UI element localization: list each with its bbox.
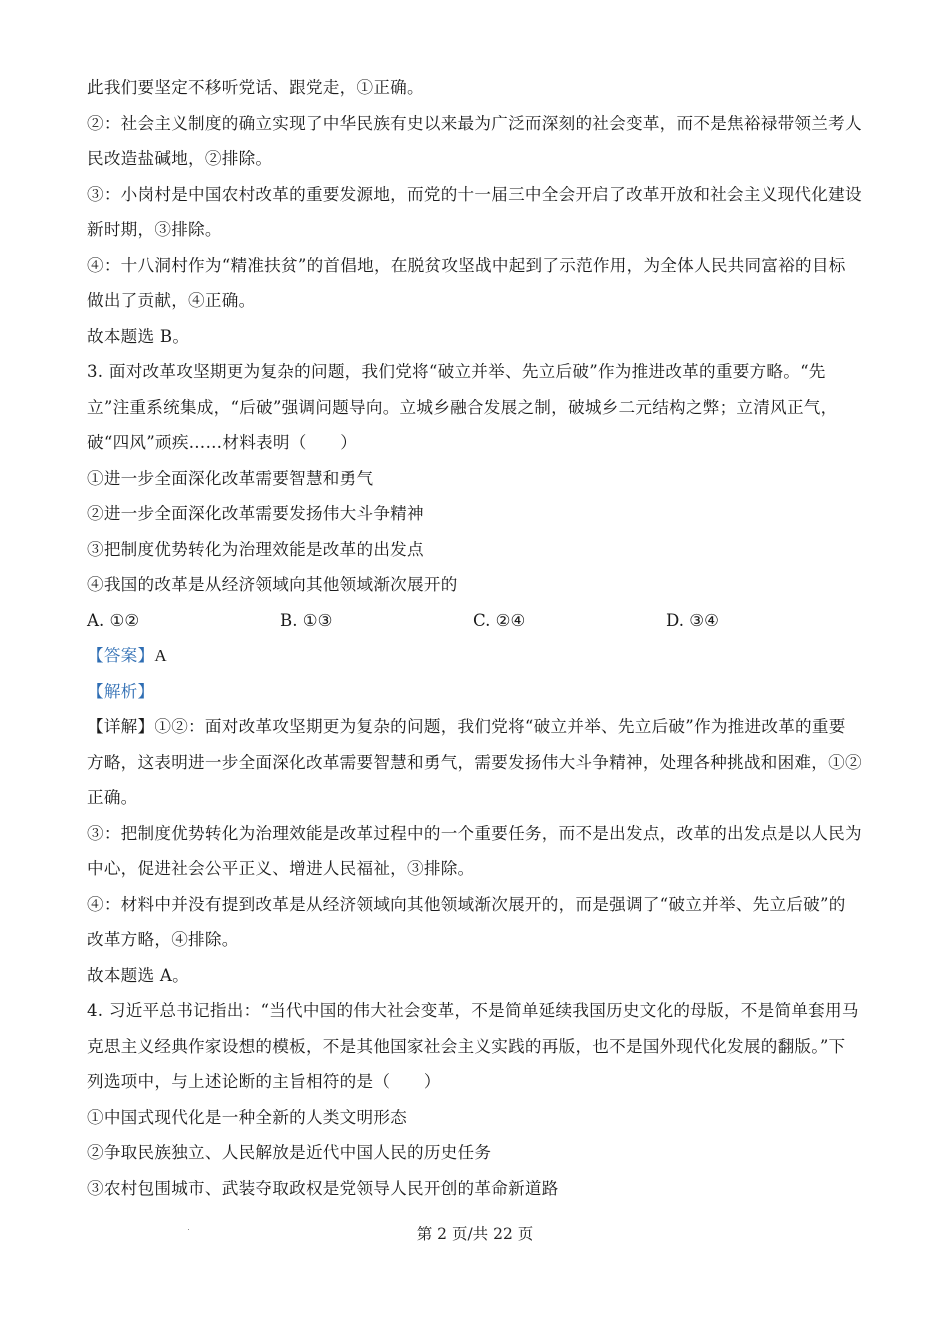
statement-3: ③农村包围城市、武装夺取政权是党领导人民开创的革命新道路 — [87, 1178, 559, 1198]
answer-options — [87, 603, 859, 639]
analysis-line — [87, 674, 859, 710]
text-line: 此我们要坚定不移听党话、跟党走，①正确。 — [87, 78, 424, 97]
detail-line: ③：把制度优势转化为治理效能是改革过程中的一个重要任务，而不是出发点，改革的出发点是以人民为 — [87, 823, 862, 843]
option-c: C. ②④ — [473, 610, 526, 630]
text-line: ④：十八洞村作为“精准扶贫”的首倡地，在脱贫攻坚战中起到了示范作用，为全体人民共同富裕的目标 — [87, 255, 846, 275]
question-stem-line: 立”注重系统集成，“后破”强调问题导向。立城乡融合发展之制，破城乡二元结构之弊；立清风正气， — [87, 397, 838, 417]
document-page — [87, 70, 862, 1206]
text-line: 民改造盐碱地，②排除。 — [87, 149, 273, 168]
text-line: 做出了贡献，④正确。 — [87, 291, 256, 310]
answer-line — [87, 638, 859, 674]
question-4 — [87, 993, 859, 1206]
statement-2: ②进一步全面深化改革需要发扬伟大斗争精神 — [87, 504, 424, 523]
detail-line: 方略，这表明进一步全面深化改革需要智慧和勇气，需要发扬伟大斗争精神，处理各种挑战和困难，①② — [87, 752, 862, 772]
statement-1: ①进一步全面深化改革需要智慧和勇气 — [87, 468, 374, 488]
option-d: D. ③④ — [666, 610, 720, 630]
text-line: ②：社会主义制度的确立实现了中华民族有史以来最为广泛而深刻的社会变革，而不是焦裕禄带领兰考人 — [87, 113, 862, 133]
statement-3: ③把制度优势转化为治理效能是改革的出发点 — [87, 539, 424, 559]
text-line: 新时期，③排除。 — [87, 220, 222, 239]
answer-tag: 【答案】 — [87, 646, 155, 665]
prev-question-analysis — [87, 70, 862, 354]
question-3 — [87, 354, 862, 993]
question-stem-line: 破“四风”顽疾……材料表明（ ） — [87, 433, 358, 452]
question-stem-line: 列选项中，与上述论断的主旨相符的是（ ） — [87, 1072, 441, 1091]
detail-line: ④：材料中并没有提到改革是从经济领域向其他领域渐次展开的，而是强调了“破立并举、先立后破”的 — [87, 894, 846, 914]
question-stem-line: 4. 习近平总书记指出：“当代中国的伟大社会变革，不是简单延续我国历史文化的母版，不是简单套用马 — [87, 1001, 859, 1020]
answer-value: A — [154, 646, 167, 665]
question-stem-line: 3. 面对改革攻坚期更为复杂的问题，我们党将“破立并举、先立后破”作为推进改革的重要方略。“先 — [87, 362, 826, 381]
detail-tag: 【详解】 — [87, 717, 155, 736]
detail-line: 中心，促进社会公平正义、增进人民福祉，③排除。 — [87, 859, 475, 878]
option-a: A. ①② — [87, 610, 140, 630]
option-b: B. ①③ — [280, 610, 333, 630]
statement-2: ②争取民族独立、人民解放是近代中国人民的历史任务 — [87, 1143, 492, 1162]
conclusion-line: 故本题选 A。 — [87, 965, 189, 985]
detail-line: 正确。 — [87, 788, 138, 807]
page-number-footer: 第 2 页/共 22 页 — [416, 1225, 534, 1243]
statement-1: ①中国式现代化是一种全新的人类文明形态 — [87, 1107, 408, 1127]
conclusion-line: 故本题选 B。 — [87, 326, 190, 346]
statement-4: ④我国的改革是从经济领域向其他领域渐次展开的 — [87, 575, 458, 594]
text-line: ③：小岗村是中国农村改革的重要发源地，而党的十一届三中全会开启了改革开放和社会主义现代化建设 — [87, 184, 862, 204]
question-stem-line: 克思主义经典作家设想的模板，不是其他国家社会主义实践的再版，也不是国外现代化发展的翻版。”下 — [87, 1036, 846, 1056]
detail-text: ①②：面对改革攻坚期更为复杂的问题，我们党将“破立并举、先立后破”作为推进改革的重要 — [154, 717, 846, 736]
analysis-tag: 【解析】 — [87, 681, 155, 701]
detail-line: 改革方略，④排除。 — [87, 930, 239, 949]
detail-line — [87, 709, 859, 745]
